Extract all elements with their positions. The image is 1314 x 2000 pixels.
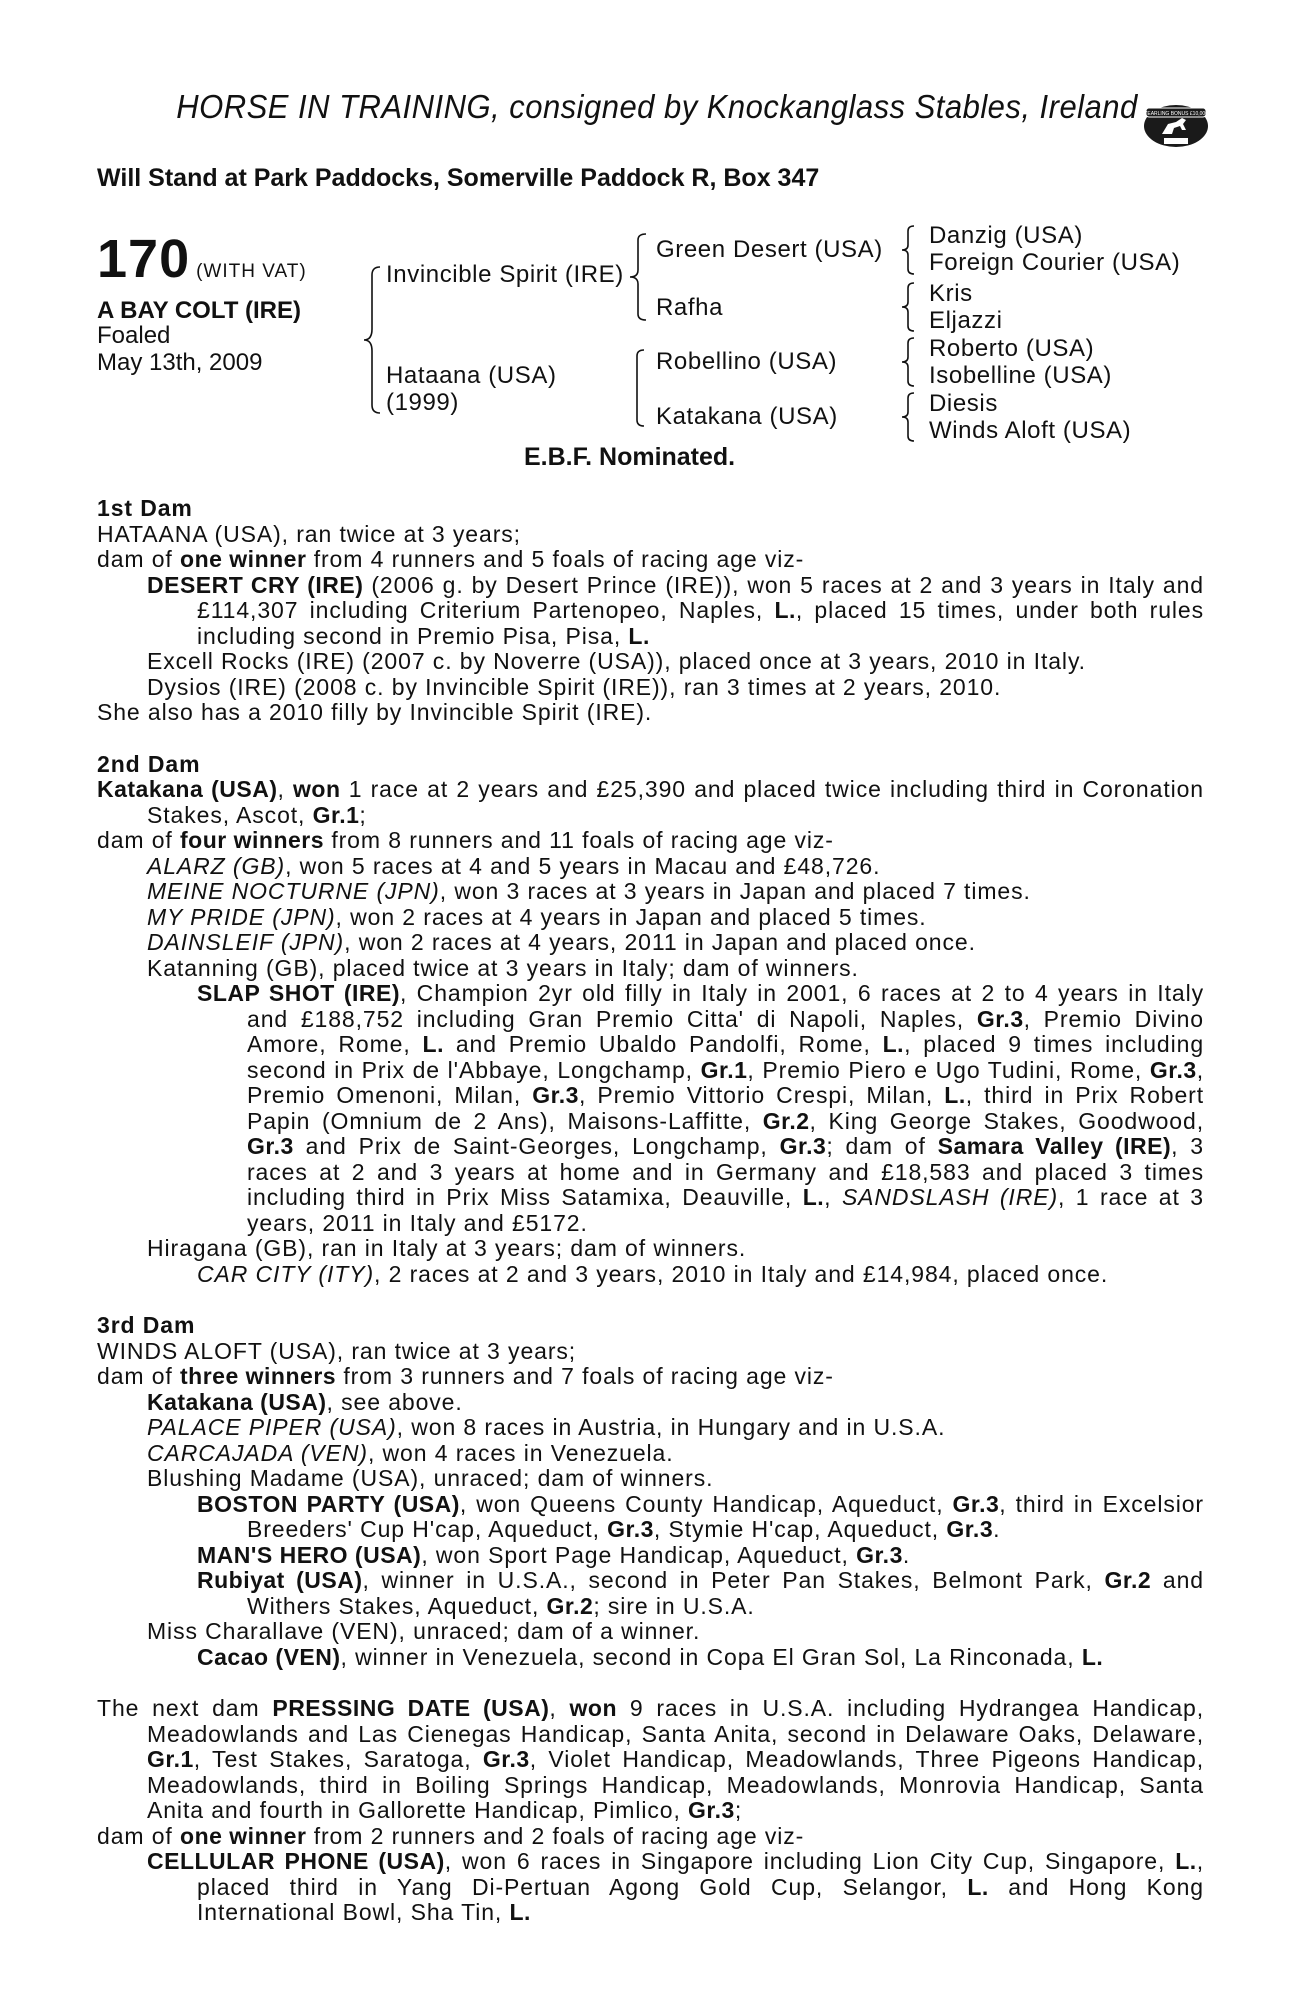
entry-text: CAR CITY (ITY): [197, 1260, 375, 1287]
entry-text: .: [993, 1516, 1001, 1542]
entry-text: The next dam: [97, 1695, 273, 1721]
entry-text: Samara Valley (IRE): [937, 1133, 1172, 1159]
pedigree-entry: [97, 1824, 1204, 1850]
pedigree-brace-ggp1: [900, 224, 916, 276]
entry-text: Gr.1: [147, 1746, 194, 1772]
pedigree-ggp-diesis: Diesis: [929, 390, 998, 417]
entry-text: , 3 races at 2 and 3 years at home and in Germany and £18,583 and placed 3 times including third in Prix Miss Satamixa, Deauville,: [247, 1133, 1204, 1210]
horse-description: A BAY COLT (IRE): [97, 297, 302, 324]
pedigree-entry: [97, 981, 1204, 1236]
entry-text: Excell Rocks (IRE) (2007 c. by Noverre (USA)), placed once at 3 years, 2010 in Italy.: [147, 648, 1086, 674]
pedigree-entry: [97, 828, 1204, 854]
entry-text: from 8 runners and 11 foals of racing age viz-: [324, 827, 834, 853]
entry-text: MAN'S HERO (USA): [197, 1541, 422, 1568]
entry-text: Gr.3: [779, 1133, 827, 1159]
entry-text: Gr.3: [946, 1516, 994, 1542]
pedigree-entry: [97, 1543, 1204, 1569]
entry-text: Gr.2: [546, 1592, 594, 1619]
lot-number-block: [97, 228, 307, 290]
entry-text: Cacao (VEN): [197, 1643, 341, 1670]
pedigree-entry: [97, 879, 1204, 905]
pedigree-entry: [97, 1619, 1204, 1645]
pedigree-entry: [97, 1645, 1204, 1671]
entry-text: four winners: [180, 827, 325, 853]
lot-number: 170: [97, 229, 191, 289]
pedigree-dam-sire: Robellino (USA): [656, 348, 838, 375]
third-dam-heading: 3rd Dam: [97, 1312, 196, 1338]
entry-text: , won Queens County Handicap, Aqueduct,: [459, 1490, 953, 1517]
first-dam-section: [97, 496, 1204, 726]
pedigree-entry: [97, 905, 1204, 931]
entry-text: and Prix de Saint-Georges, Longchamp,: [293, 1133, 780, 1159]
entry-text: Gr.1: [312, 801, 360, 828]
entry-text: , won 8 races in Austria, in Hungary and in U.S.A.: [396, 1414, 946, 1440]
ebf-nominated: E.B.F. Nominated.: [524, 443, 736, 471]
entry-text: dam of: [97, 546, 181, 572]
entry-text: Dysios (IRE) (2008 c. by Invincible Spirit (IRE)), ran 3 times at 2 years, 2010.: [147, 673, 1002, 700]
entry-text: from 2 runners and 2 foals of racing age viz-: [306, 1822, 805, 1849]
entry-text: , Premio Omenoni, Milan,: [247, 1056, 1204, 1108]
entry-text: Gr.3: [688, 1797, 735, 1823]
entry-text: from 4 runners and 5 foals of racing age viz-: [306, 546, 805, 572]
entry-text: , Violet Handicap, Meadowlands, Three Pigeons Handicap, Meadowlands, third in Boiling Springs Handicap, Meadowlands, Monrovia Handicap, Santa Anita and fourth in Gallorette Handicap, Pimlico,: [147, 1746, 1204, 1823]
pedigree-entry: [97, 1262, 1204, 1288]
entry-text: Gr.3: [247, 1133, 294, 1159]
entry-text: , won 2 races at 4 years in Japan and placed 5 times.: [335, 903, 927, 930]
entry-text: ; dam of: [826, 1133, 938, 1159]
pedigree-entry: [97, 1415, 1204, 1441]
entry-text: Gr.3: [482, 1746, 530, 1772]
entry-text: , King George Stakes, Goodwood,: [809, 1107, 1204, 1134]
entry-text: , won 4 races in Venezuela.: [367, 1439, 674, 1466]
pedigree-dam-dam: Katakana (USA): [656, 403, 838, 430]
entry-text: L.: [422, 1031, 444, 1057]
entry-text: , Stymie H'cap, Aqueduct,: [653, 1516, 947, 1542]
entry-text: L.: [509, 1899, 531, 1925]
entry-text: Gr.3: [952, 1490, 1000, 1517]
pedigree-ggp-danzig: Danzig (USA): [929, 222, 1083, 249]
pedigree-brace-ggp2: [900, 281, 916, 333]
entry-text: and Withers Stakes, Aqueduct,: [247, 1567, 1204, 1619]
pedigree-entry: [97, 547, 1204, 573]
pedigree-ggp-kris: Kris: [929, 280, 973, 307]
entry-text: , 1 race at 3 years, 2011 in Italy and £5172.: [247, 1184, 1204, 1236]
pedigree-dam: Hataana (USA): [386, 362, 557, 389]
entry-text: She also has a 2010 filly by Invincible Spirit (IRE).: [97, 699, 653, 725]
pedigree-entry: [97, 1849, 1204, 1926]
pedigree-ggp-winds-aloft: Winds Aloft (USA): [929, 417, 1132, 444]
foaled-label: Foaled: [97, 322, 171, 349]
pedigree-notes: [97, 496, 1204, 1926]
entry-text: L.: [967, 1873, 989, 1900]
entry-text: one winner: [180, 546, 307, 572]
third-dam-section: [97, 1313, 1204, 1670]
entry-text: and Hong Kong International Bowl, Sha Tin,: [197, 1873, 1204, 1925]
second-dam-heading: 2nd Dam: [97, 750, 201, 777]
pedigree-entry: [97, 930, 1204, 956]
entry-text: WINDS ALOFT (USA), ran twice at 3 years;: [97, 1337, 577, 1364]
entry-text: ;: [359, 801, 367, 828]
entry-text: , third in Prix Robert Papin (Omnium de 2 Ans), Maisons-Laffitte,: [247, 1082, 1204, 1134]
vat-note: (WITH VAT): [196, 261, 307, 282]
entry-text: Rubiyat (USA): [197, 1567, 363, 1593]
pedigree-entry: [97, 777, 1204, 828]
entry-text: PALACE PIPER (USA): [147, 1414, 397, 1440]
entry-text: MEINE NOCTURNE (JPN): [147, 878, 440, 904]
entry-text: PRESSING DATE (USA): [272, 1695, 550, 1721]
entry-text: dam of: [97, 1363, 181, 1389]
pedigree-entry: [97, 573, 1204, 650]
foaled-info: [97, 322, 262, 376]
entry-text: , placed 9 times including second in Prix de l'Abbaye, Longchamp,: [247, 1031, 1205, 1083]
pedigree-sire: Invincible Spirit (IRE): [386, 261, 624, 288]
entry-text: , winner in Venezuela, second in Copa El Gran Sol, La Rinconada,: [340, 1643, 1082, 1670]
entry-text: , Premio Vittorio Crespi, Milan,: [578, 1082, 945, 1108]
entry-text: three winners: [180, 1363, 337, 1389]
entry-text: , Premio Divino Amore, Rome,: [247, 1005, 1204, 1057]
entry-text: Gr.2: [1104, 1567, 1152, 1593]
entry-text: , won 2 races at 4 years, 2011 in Japan and placed once.: [344, 929, 976, 955]
entry-text: , Test Stakes, Saratoga,: [193, 1746, 483, 1772]
entry-text: L.: [774, 597, 796, 623]
pedigree-entry: [97, 1492, 1204, 1543]
entry-text: ;: [734, 1797, 743, 1823]
entry-text: Miss Charallave (VEN), unraced; dam of a winner.: [147, 1618, 701, 1644]
entry-text: CARCAJADA (VEN): [147, 1439, 368, 1466]
entry-text: Blushing Madame (USA), unraced; dam of winners.: [147, 1465, 714, 1491]
entry-text: DESERT CRY (IRE): [147, 571, 364, 598]
entry-text: one winner: [180, 1822, 307, 1849]
pedigree-sire-sire: Green Desert (USA): [656, 236, 883, 263]
entry-text: Gr.1: [700, 1056, 748, 1083]
entry-text: , Premio Piero e Ugo Tudini, Rome,: [747, 1056, 1150, 1083]
pedigree-ggp-foreign-courier: Foreign Courier (USA): [929, 249, 1181, 276]
pedigree-entry: [97, 956, 1204, 982]
badge-text: YEARLING BONUS £10,000: [1144, 111, 1208, 117]
stand-location: Will Stand at Park Paddocks, Somerville Paddock R, Box 347: [97, 164, 820, 192]
pedigree-brace-dam: [632, 348, 646, 428]
pedigree-entry: [97, 700, 1204, 726]
pedigree-brace-sire: [628, 232, 650, 322]
second-dam-section: [97, 752, 1204, 1288]
entry-text: ,: [824, 1184, 842, 1210]
pedigree-brace-main: [362, 265, 384, 415]
entry-text: DAINSLEIF (JPN): [147, 929, 345, 955]
entry-text: Gr.3: [856, 1541, 903, 1568]
entry-text: ,: [277, 776, 293, 802]
pedigree-entry: [97, 1390, 1204, 1416]
entry-text: 1 race at 2 years and £25,390 and placed twice including third in Coronation Stakes, Ascot,: [147, 776, 1204, 828]
entry-text: from 3 runners and 7 foals of racing age viz-: [336, 1363, 834, 1389]
entry-text: Gr.2: [762, 1107, 810, 1134]
entry-text: L.: [1081, 1643, 1104, 1670]
entry-text: Katanning (GB), placed twice at 3 years in Italy; dam of winners.: [147, 954, 859, 981]
pedigree-dam-year: (1999): [386, 389, 459, 416]
pedigree-entry: [97, 1696, 1204, 1824]
entry-text: , 2 races at 2 and 3 years, 2010 in Italy and £14,984, placed once.: [374, 1260, 1109, 1287]
entry-text: and Premio Ubaldo Pandolfi, Rome,: [443, 1031, 883, 1057]
entry-text: SLAP SHOT (IRE): [197, 980, 400, 1006]
entry-text: CELLULAR PHONE (USA): [147, 1848, 445, 1874]
entry-text: ALARZ (GB): [147, 852, 286, 879]
entry-text: Gr.3: [1149, 1056, 1197, 1083]
entry-text: , placed third in Yang Di-Pertuan Agong Gold Cup, Selangor,: [197, 1848, 1204, 1900]
pedigree-brace-ggp3: [900, 336, 916, 388]
pedigree-ggp-roberto: Roberto (USA): [929, 335, 1095, 362]
entry-text: L.: [802, 1184, 825, 1210]
pedigree-entry: [97, 854, 1204, 880]
entry-text: dam of: [97, 827, 181, 853]
entry-text: Gr.3: [532, 1082, 579, 1108]
entry-text: Katakana (USA): [147, 1388, 327, 1415]
entry-text: , winner in U.S.A., second in Peter Pan Stakes, Belmont Park,: [362, 1567, 1105, 1593]
entry-text: .: [902, 1541, 911, 1568]
entry-text: , won 6 races in Singapore including Lion City Cup, Singapore,: [444, 1848, 1176, 1874]
entry-text: Katakana (USA): [97, 776, 278, 802]
entry-text: won: [293, 776, 341, 802]
foaled-date: May 13th, 2009: [97, 349, 263, 376]
entry-text: , see above.: [326, 1388, 463, 1415]
entry-text: , placed 15 times, under both rules including second in Premio Pisa, Pisa,: [197, 597, 1204, 649]
entry-text: Gr.3: [607, 1516, 654, 1542]
entry-text: L.: [944, 1082, 966, 1108]
entry-text: HATAANA (USA), ran twice at 3 years;: [97, 520, 521, 547]
entry-text: L.: [1175, 1848, 1197, 1874]
pedigree-ggp-eljazzi: Eljazzi: [929, 307, 1003, 334]
pedigree-sire-dam: Rafha: [656, 294, 724, 321]
entry-text: , won 5 races at 4 and 5 years in Macau and £48,726.: [285, 852, 881, 879]
entry-text: ; sire in U.S.A.: [593, 1592, 755, 1619]
yearling-bonus-badge: [1142, 100, 1210, 150]
entry-text: MY PRIDE (JPN): [147, 903, 336, 930]
pedigree-entry: [97, 1236, 1204, 1262]
entry-text: L.: [882, 1031, 905, 1057]
entry-text: , third in Excelsior Breeders' Cup H'cap, Aqueduct,: [247, 1490, 1204, 1542]
pedigree-entry: [97, 675, 1204, 701]
pedigree-entry: [97, 1441, 1204, 1467]
pedigree-entry: [97, 1339, 1204, 1365]
entry-text: (2006 g. by Desert Prince (IRE)), won 5 races at 2 and 3 years in Italy and £114,307 including Criterium Partenopeo, Naples,: [197, 571, 1204, 623]
first-dam-heading: 1st Dam: [97, 495, 193, 521]
page-title: HORSE IN TRAINING, consigned by Knockanglass Stables, Ireland: [176, 88, 1138, 125]
entry-text: dam of: [97, 1822, 181, 1849]
entry-text: L.: [628, 622, 650, 649]
pedigree-entry: [97, 522, 1204, 548]
next-dam-section: [97, 1696, 1204, 1926]
entry-text: BOSTON PARTY (USA): [197, 1490, 460, 1517]
pedigree-entry: [97, 649, 1204, 675]
entry-text: Gr.3: [976, 1005, 1024, 1032]
entry-text: , won 3 races at 3 years in Japan and placed 7 times.: [439, 878, 1031, 904]
pedigree-entry: [97, 1568, 1204, 1619]
entry-text: ,: [549, 1695, 570, 1721]
entry-text: won: [569, 1695, 617, 1721]
entry-text: Hiragana (GB), ran in Italy at 3 years; dam of winners.: [147, 1235, 747, 1261]
entry-text: , won Sport Page Handicap, Aqueduct,: [421, 1541, 857, 1568]
entry-text: SANDSLASH (IRE): [841, 1184, 1059, 1210]
pedigree-brace-ggp4: [900, 391, 916, 443]
entry-text: , Champion 2yr old filly in Italy in 2001, 6 races at 2 to 4 years in Italy and £188,752 including Gran Premio Citta' di Napoli, Naples,: [247, 980, 1204, 1032]
entry-text: 9 races in U.S.A. including Hydrangea Handicap, Meadowlands and Las Cienegas Handicap, Santa Anita, second in Delaware Oaks, Delaware,: [147, 1695, 1204, 1747]
pedigree-entry: [97, 1364, 1204, 1390]
pedigree-ggp-isobelline: Isobelline (USA): [929, 362, 1113, 389]
pedigree-entry: [97, 1466, 1204, 1492]
